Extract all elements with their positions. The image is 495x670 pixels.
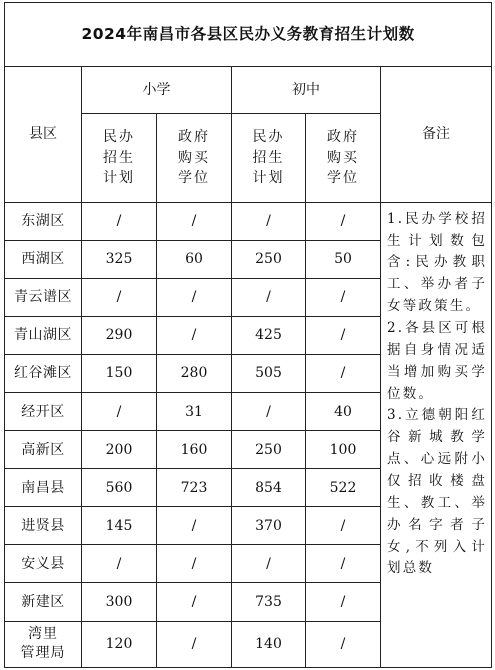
junior-gov-cell: /	[306, 621, 381, 667]
primary-private-cell: 120	[82, 621, 157, 667]
county-cell: 东湖区	[5, 202, 82, 240]
junior-private-cell: /	[232, 202, 306, 240]
county-cell: 经开区	[5, 393, 82, 431]
header-junior: 初中	[232, 66, 381, 113]
header-notes: 备注	[381, 66, 492, 202]
junior-gov-cell: /	[306, 354, 381, 392]
junior-private-cell: /	[232, 278, 306, 316]
table-row	[5, 202, 492, 240]
junior-private-cell: 425	[232, 316, 306, 354]
primary-gov-cell: /	[157, 316, 232, 354]
junior-gov-cell: /	[306, 278, 381, 316]
county-cell: 红谷滩区	[5, 354, 82, 392]
county-cell: 西湖区	[5, 240, 82, 278]
primary-private-cell: /	[82, 393, 157, 431]
primary-gov-cell: 723	[157, 469, 232, 507]
junior-private-cell: /	[232, 545, 306, 583]
county-cell: 青山湖区	[5, 316, 82, 354]
county-cell: 进贤县	[5, 507, 82, 545]
header-primary-private-plan: 民办 招生 计划	[82, 114, 157, 203]
junior-gov-cell: /	[306, 545, 381, 583]
primary-private-cell: 325	[82, 240, 157, 278]
header-county: 县区	[5, 66, 82, 202]
primary-gov-cell: /	[157, 278, 232, 316]
header-junior-private-plan: 民办 招生 计划	[232, 114, 306, 203]
junior-gov-cell: /	[306, 202, 381, 240]
primary-gov-cell: 31	[157, 393, 232, 431]
primary-private-cell: 145	[82, 507, 157, 545]
junior-private-cell: 735	[232, 583, 306, 621]
primary-private-cell: 560	[82, 469, 157, 507]
primary-gov-cell: 160	[157, 431, 232, 469]
header-primary-gov-purchase: 政府 购买 学位	[157, 114, 232, 203]
notes-cell	[381, 202, 492, 667]
junior-private-cell: 250	[232, 431, 306, 469]
junior-gov-cell: 100	[306, 431, 381, 469]
primary-gov-cell: /	[157, 621, 232, 667]
primary-private-cell: 150	[82, 354, 157, 392]
county-cell: 青云谱区	[5, 278, 82, 316]
note-3: 3.立德朝阳红谷新城教学点、心远附小仅招收楼盘生、教工、举办名字者子女,不列入计划总数	[387, 407, 488, 577]
junior-gov-cell: /	[306, 316, 381, 354]
primary-private-cell: 290	[82, 316, 157, 354]
junior-gov-cell: 50	[306, 240, 381, 278]
primary-gov-cell: /	[157, 583, 232, 621]
primary-private-cell: 300	[82, 583, 157, 621]
header-primary: 小学	[82, 66, 232, 113]
enrollment-plan-table	[4, 2, 492, 668]
primary-private-cell: /	[82, 202, 157, 240]
note-1: 1.民办学校招生计划数包含:民办教职工、举办者子女等政策生。	[387, 210, 488, 315]
primary-private-cell: 200	[82, 431, 157, 469]
junior-gov-cell: 40	[306, 393, 381, 431]
note-2: 2.各县区可根据自身情况适当增加购买学位数。	[387, 319, 488, 402]
junior-gov-cell: 522	[306, 469, 381, 507]
county-cell: 南昌县	[5, 469, 82, 507]
primary-private-cell: /	[82, 278, 157, 316]
county-cell: 高新区	[5, 431, 82, 469]
table-title: 2024年南昌市各县区民办义务教育招生计划数	[5, 3, 492, 67]
primary-gov-cell: /	[157, 545, 232, 583]
junior-private-cell: /	[232, 393, 306, 431]
primary-gov-cell: 280	[157, 354, 232, 392]
junior-gov-cell: /	[306, 583, 381, 621]
header-junior-gov-purchase: 政府 购买 学位	[306, 114, 381, 203]
county-cell: 安义县	[5, 545, 82, 583]
junior-private-cell: 854	[232, 469, 306, 507]
primary-private-cell: /	[82, 545, 157, 583]
junior-gov-cell: /	[306, 507, 381, 545]
county-cell: 新建区	[5, 583, 82, 621]
primary-gov-cell: /	[157, 507, 232, 545]
primary-gov-cell: 60	[157, 240, 232, 278]
primary-gov-cell: /	[157, 202, 232, 240]
junior-private-cell: 505	[232, 354, 306, 392]
junior-private-cell: 140	[232, 621, 306, 667]
county-cell: 湾里 管理局	[5, 621, 82, 667]
junior-private-cell: 250	[232, 240, 306, 278]
junior-private-cell: 370	[232, 507, 306, 545]
